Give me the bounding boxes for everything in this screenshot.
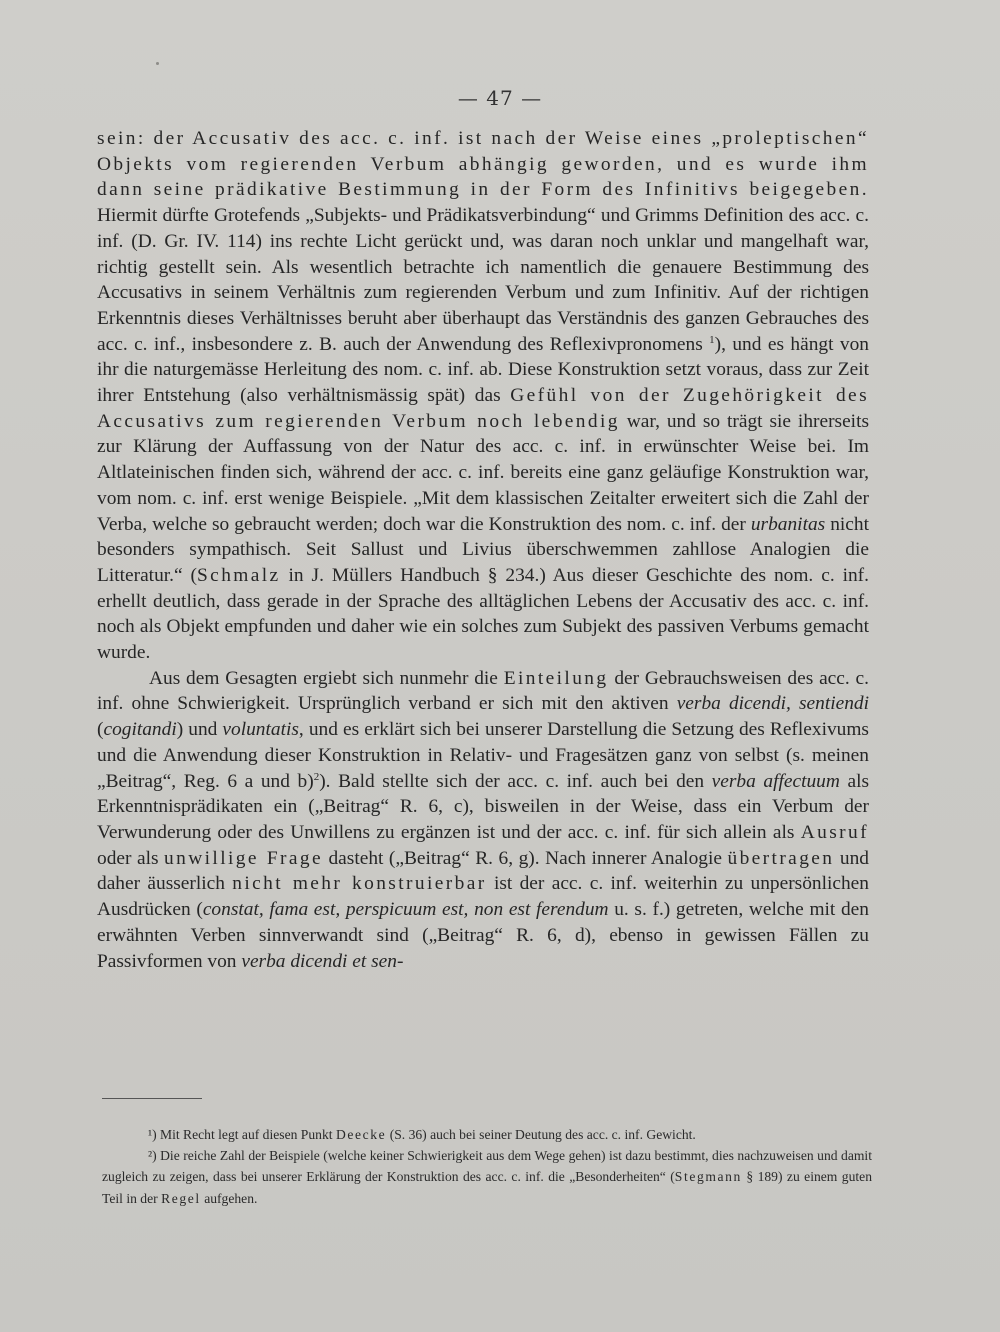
paragraph-2 bbox=[97, 666, 869, 974]
page-number: — 47 — bbox=[457, 86, 543, 110]
spaced-emphasis-text: unwillige Frage bbox=[164, 847, 323, 869]
text-run: Aus dem Gesagten ergiebt sich nunmehr die bbox=[149, 667, 504, 689]
spaced-emphasis-text: nicht mehr konstruierbar bbox=[232, 873, 487, 895]
text-run: war, und so trägt sie ihrerseits zur Klärung der Auffassung von der Natur des acc. c. inf. in erwünschter Weise bei. Im Altlateinischen finden sich, während der acc. c. inf. bereits eine ganz geläufige Konstruktion war, vom nom. c. inf. erst wenige Beispiele. „Mit dem klassischen Zeitalter erweitert sich die Zahl der Verba, welche so gebraucht werden; doch war die Konstruktion des nom. c. inf. der bbox=[97, 410, 870, 535]
text-run: dasteht („Beitrag“ R. 6, g). Nach innerer Analogie bbox=[322, 847, 728, 869]
spaced-emphasis-text: Stegmann bbox=[674, 1169, 742, 1185]
text-run: als Erkenntnisprädikaten ein („Beitrag“ R. 6, c), bisweilen in der Weise, dass ein Verbum der Verwunderung oder des Unwillens zu ergänzen ist und der acc. c. inf. für sich allein als bbox=[97, 770, 870, 843]
footnote-2 bbox=[102, 1145, 872, 1209]
italic-text: verba affectuum bbox=[711, 770, 840, 792]
paper-speck bbox=[156, 62, 159, 65]
text-run: § 189) zu einem guten Teil in der bbox=[102, 1169, 872, 1206]
text-run: ¹) Mit Recht legt auf diesen Punkt bbox=[148, 1127, 336, 1142]
text-run: nicht besonders sympathisch. Seit Sallust und Livius überschwemmen zahllose Analogien die Litteratur.“ ( bbox=[97, 513, 869, 586]
text-run: u. s. f.) getreten, welche mit den erwähnten Verben sinnverwandt sind („Beitrag“ R. 6, d), ebenso in gewissen Fällen zu Passivformen von bbox=[97, 899, 869, 972]
spaced-emphasis-text: übertragen bbox=[727, 847, 835, 869]
spaced-emphasis-text: Regel bbox=[161, 1190, 201, 1206]
text-run: ist der acc. c. inf. weiterhin zu unpersönlichen Ausdrücken ( bbox=[97, 873, 869, 921]
text-run: ) und bbox=[176, 719, 223, 741]
footnotes bbox=[102, 1124, 872, 1209]
text-run: ), und es hängt von ihr die naturgemässe Herleitung des nom. c. inf. ab. Diese Konstruktion setzt voraus, dass zur Zeit ihrer Entstehung (also verhältnismässig spät) das bbox=[97, 333, 869, 407]
text-run: ²) Die reiche Zahl der Beispiele (welche keiner Schwierigkeit aus dem Wege gehen) ist dazu bestimmt, dies nachzuweisen und damit zugleich zu zeigen, dass bei unserer Erklärung der Konstruktion des acc. c. inf. die „Besonderheiten“ ( bbox=[102, 1148, 872, 1185]
text-run: , und es erklärt sich bei unserer Darstellung die Setzung des Reflexivums und die Anwendung dieser Konstruktion in Relativ- und Fragesätzen ganz von selbst (s. meinen „Beitrag“, Reg. 6 a und b) bbox=[97, 719, 869, 792]
spaced-emphasis-text: Schmalz bbox=[197, 564, 281, 586]
paragraph-1 bbox=[97, 126, 869, 666]
footnote-reference: 1 bbox=[709, 333, 715, 346]
spaced-emphasis-text: der Accusativ des acc. c. inf. ist nach der Weise eines „proleptischen“ Objekts vom regierenden Verbum abhängig geworden, und es wurde ihm dann seine prädikative Bestimmung in der Form des Infinitivs beigegeben. bbox=[97, 128, 870, 201]
text-run: oder als bbox=[97, 847, 165, 869]
footnote-1 bbox=[102, 1124, 872, 1145]
text-run: Hiermit dürfte Grotefends „Subjekts- und Prädikatsverbindung“ und Grimms Definition des acc. c. inf. (D. Gr. IV. 114) ins rechte Licht gerückt und, was daran noch unklar und mangelhaft war, richtig gestellt sein. Als wesentlich betrachte ich namentlich die genauere Bestimmung des Accusativs in seinem Verhältnis zum regierenden Verbum und zum Infinitiv. Auf der richtigen Erkenntnis dieses Verhältnisses beruht aber überhaupt das Verständnis des ganzen Gebrauches des acc. c. inf., insbesondere z. B. auch der Anwendung des Reflexivpronomens bbox=[97, 205, 869, 355]
text-run: ( bbox=[97, 719, 104, 741]
text-run: ). Bald stellte sich der acc. c. inf. auch bei den bbox=[319, 770, 712, 792]
text-run: (S. 36) auch bei seiner Deutung des acc. c. inf. Gewicht. bbox=[386, 1127, 696, 1142]
italic-text: verba dicendi, sentiendi bbox=[676, 693, 869, 715]
italic-text: urbanitas bbox=[750, 513, 826, 535]
spaced-emphasis-text: sein: bbox=[97, 128, 154, 149]
spaced-emphasis-text: Deecke bbox=[335, 1127, 387, 1142]
text-run: aufgehen. bbox=[200, 1190, 258, 1206]
body-text bbox=[97, 126, 869, 974]
footnote-reference: 2 bbox=[313, 770, 320, 783]
text-run: und daher äusserlich bbox=[97, 847, 869, 895]
spaced-emphasis-text: Einteilung bbox=[503, 667, 609, 689]
text-run: in J. Müllers Handbuch § 234.) Aus dieser Geschichte des nom. c. inf. erhellt deutlich, dass gerade in der Sprache des alltäglichen Lebens der Accusativ des acc. c. inf. noch als Objekt empfunden und daher wie ein solches zum Subjekt des passiven Verbums gemacht wurde. bbox=[97, 564, 869, 664]
italic-text: cogitandi bbox=[103, 719, 177, 741]
italic-text: constat, fama est, perspicuum est, non est ferendum bbox=[202, 899, 609, 921]
spaced-emphasis-text: Ausruf bbox=[800, 821, 869, 843]
text-run: der Gebrauchsweisen des acc. c. inf. ohne Schwierigkeit. Ursprünglich verband er sich mit den aktiven bbox=[97, 667, 869, 715]
footnote-divider bbox=[102, 1098, 202, 1099]
italic-text: verba dicendi et sen- bbox=[241, 950, 404, 972]
italic-text: voluntatis bbox=[222, 719, 299, 741]
spaced-emphasis-text: Gefühl von der Zugehörigkeit des Accusativs zum regierenden Verbum noch lebendig bbox=[97, 385, 870, 432]
